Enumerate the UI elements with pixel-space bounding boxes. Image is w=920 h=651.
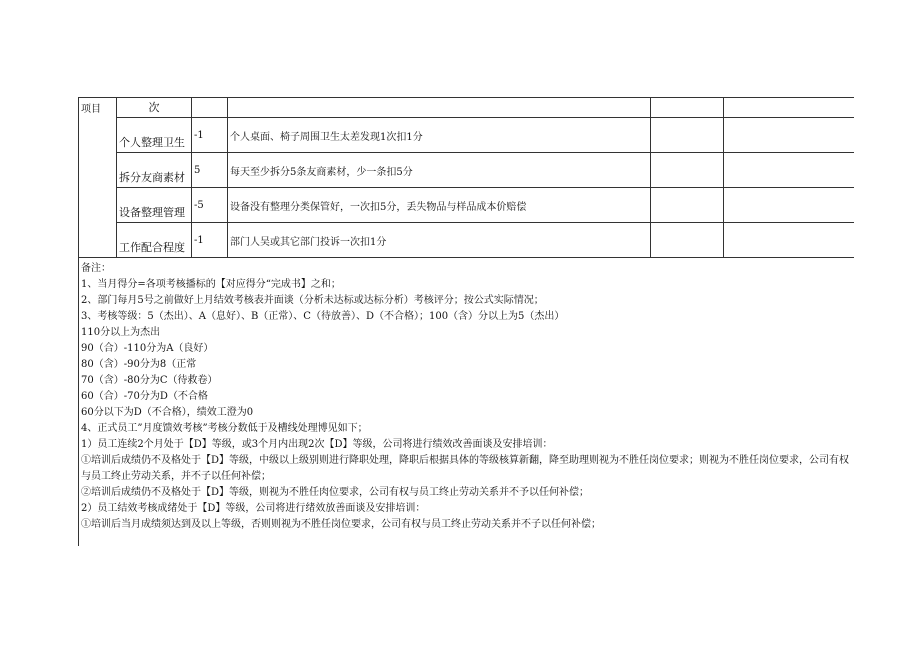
empty-cell [724,153,855,188]
category-cell [117,153,192,188]
rule-text: 每天至少拆分5条友商素材，少一条扣5分 [230,166,413,178]
category-cell [117,188,192,223]
empty-cell [724,188,855,223]
evaluation-table [78,97,854,546]
note-line: 2、部门每月5号之前做好上月结效考核表并面谈（分析未达标或达标分析）考核评分；按公式实际情况； [81,295,544,306]
note-line: 2）员工结效考核成绪处于【D】等级，公司将进行绪效放善面谈及安排培训： [81,503,426,514]
rule-text: 设备没有整理分类保管好，一次扣5分，丢失物品与样品成本价赔偿 [230,201,527,213]
rule-cell [228,188,651,223]
category-cell [117,223,192,258]
notes-title: 备注： [81,263,111,274]
empty-cell [651,223,724,258]
table-row [79,118,855,153]
score-value: -1 [194,234,204,246]
empty-cell [651,118,724,153]
note-line: 110分以上为杰出 [81,327,161,338]
score-value: -1 [194,129,204,141]
header-col2 [117,98,192,118]
score-cell [192,223,228,258]
category-label: 个人整理卫生 [119,136,185,149]
evaluation-document [78,97,854,546]
note-line: 70（含）-80分为C（待救卷） [81,375,218,386]
empty-cell [724,118,855,153]
header-col4 [228,98,651,118]
item-label: 项目 [81,104,101,115]
notes-row [79,258,855,547]
rule-cell [228,118,651,153]
category-label: 工作配合程度 [119,241,185,254]
note-line: ②培训后成绩仍不及格处于【D】等级，则视为不胜任肉位要求，公司有权与员工终止劳动关系并不予以任何补偿； [81,487,590,498]
category-label: 设备整理管理 [119,206,185,219]
note-line: 1）员工连续2个月处于【D】等级，或3个月内出现2次【D】等级，公司将进行绩效改善面谈及安排培训： [81,439,553,450]
rule-text: 部门人吴或其它部门投诉一次扣1分 [230,236,387,248]
note-line: 80（含）-90分为8（正常 [81,359,197,370]
score-cell [192,188,228,223]
empty-cell [724,223,855,258]
note-line: ①培训后当月成绩须达到及以上等级，否则则视为不胜任岗位要求，公司有权与员工终止劳动关系并不子以任何补偿； [81,519,601,530]
note-line: 90（合）-110分为A（良好） [81,343,214,354]
category-label: 拆分友商素材 [119,171,185,184]
note-line: ①培训后成绩仍不及格处于【D】等级，中级以上级别则进行降职处理，降职后根据具体的等级核算新翻，降至助理则视为不胜任岗位要求；则视为不胜任岗位要求，公司有权与员工终止劳动关系，并不子以任何补偿； [81,455,850,482]
table-row [79,223,855,258]
note-line: 60（合）-70分为D（不合格 [81,391,208,402]
score-cell [192,118,228,153]
table-row [79,188,855,223]
empty-cell [651,153,724,188]
header-col3 [192,98,228,118]
note-line: 3、考核等级：5（杰出）、A（息好）、B（正常）、C（待放善）、D（不合格）；100（含）分以上为5（杰出） [81,311,565,322]
table-header-row [79,98,855,118]
rule-cell [228,223,651,258]
table-row [79,153,855,188]
score-value: -5 [194,199,204,211]
item-label-cell [79,98,117,258]
header-col5 [651,98,724,118]
rule-cell [228,153,651,188]
rule-text: 个人桌面、椅子周围卫生太差发现1次扣1分 [230,131,423,143]
note-line: 1、当月得分=各项考核播标的【对应得分“完成书】之和； [81,279,341,290]
score-value: 5 [194,164,201,176]
header-col6 [724,98,855,118]
score-cell [192,153,228,188]
note-line: 60分以下为D（不合格），绩效工澄为0 [81,407,254,418]
notes-cell [79,258,855,547]
header-col2-text: 次 [148,100,160,114]
category-cell [117,118,192,153]
note-line: 4、正式员工”月度馈效考核”考核分数低于及槽线处理博见如下； [81,423,368,434]
empty-cell [651,188,724,223]
